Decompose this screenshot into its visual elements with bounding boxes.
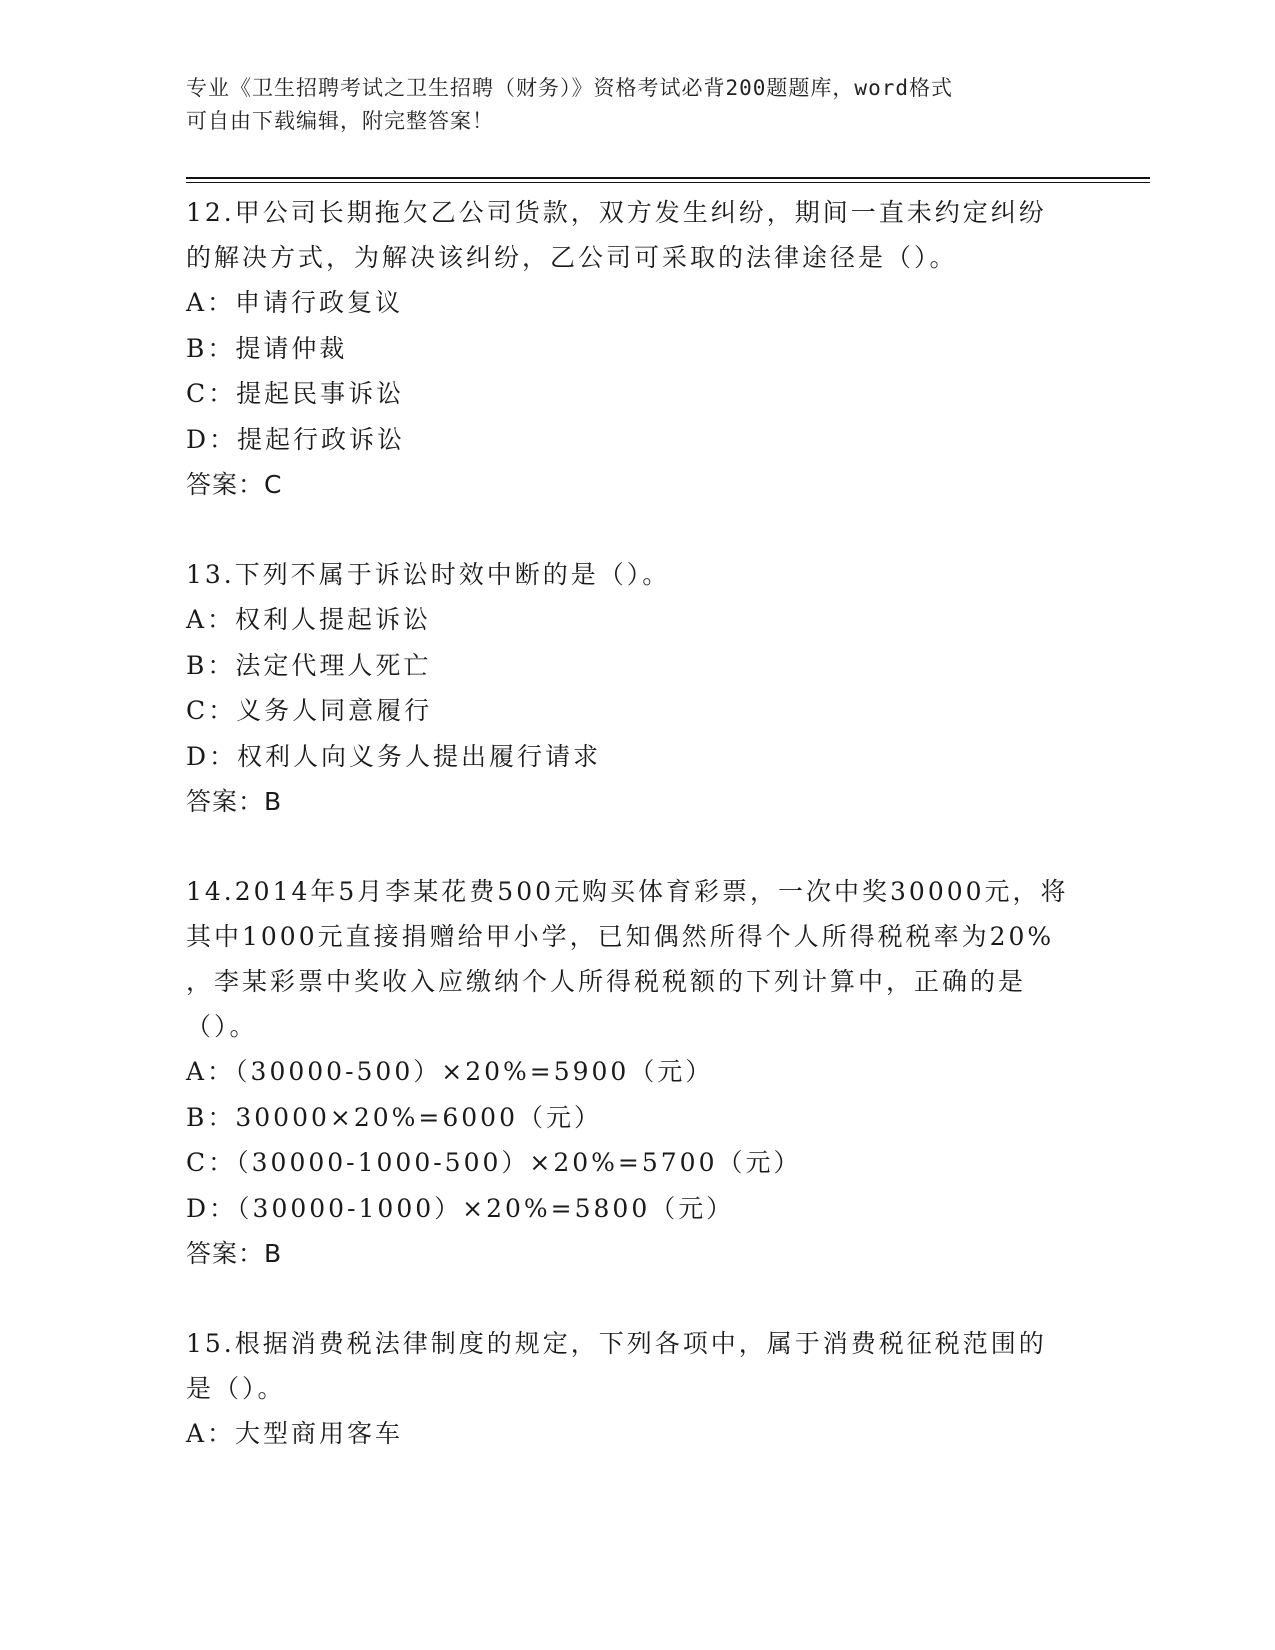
answer-line: 答案：B [186,1239,283,1268]
option-a: A：权利人提起诉讼 [186,605,432,634]
option-a: A：申请行政复议 [186,288,404,317]
option-b: B：提请仲裁 [186,333,348,363]
question-13 [186,552,1086,824]
option-b: B：法定代理人死亡 [186,650,432,680]
question-stem-line: 是（）。 [186,1374,286,1403]
option-d: D：权利人向义务人提出履行请求 [186,741,602,771]
question-stem-line: 12.甲公司长期拖欠乙公司货款，双方发生纠纷，期间一直未约定纠纷 [186,198,1047,227]
question-stem-line: （）。 [186,1012,258,1041]
question-stem-line: 其中1000元直接捐赠给甲小学，已知偶然所得个人所得税税率为20% [186,922,1055,951]
header-line-1: 专业《卫生招聘考试之卫生招聘（财务）》资格考试必背200题题库，word格式 [186,76,953,100]
answer-line: 答案：B [186,787,283,816]
document-header [186,72,1086,138]
option-d: D：（30000-1000）×20%=5800（元） [186,1193,735,1223]
question-14 [186,869,1086,1276]
question-stem-line: 15.根据消费税法律制度的规定，下列各项中，属于消费税征税范围的 [186,1329,1047,1358]
answer-line: 答案：C [186,470,283,499]
option-a: A：（30000-500）×20%=5900（元） [186,1057,714,1086]
header-divider-thin [186,182,1150,183]
header-line-2: 可自由下载编辑，附完整答案！ [186,109,494,133]
question-stem-line: 的解决方式，为解决该纠纷，乙公司可采取的法律途径是（）。 [186,243,958,272]
option-a: A：大型商用客车 [186,1419,404,1448]
option-d: D：提起行政诉讼 [186,424,406,454]
question-stem-line: ，李某彩票中奖收入应缴纳个人所得税税额的下列计算中，正确的是 [186,967,1027,996]
option-c: C：（30000-1000-500）×20%=5700（元） [186,1148,802,1177]
header-divider-thick [186,177,1150,179]
question-stem-line: 14.2014年5月李某花费500元购买体育彩票，一次中奖30000元，将 [186,877,1069,906]
question-15 [186,1321,1086,1457]
question-12 [186,190,1086,507]
question-stem-line: 13.下列不属于诉讼时效中断的是（）。 [186,560,671,589]
option-c: C：义务人同意履行 [186,696,433,725]
option-b: B：30000×20%=6000（元） [186,1102,602,1132]
option-c: C：提起民事诉讼 [186,379,405,408]
question-list [186,190,1086,1502]
